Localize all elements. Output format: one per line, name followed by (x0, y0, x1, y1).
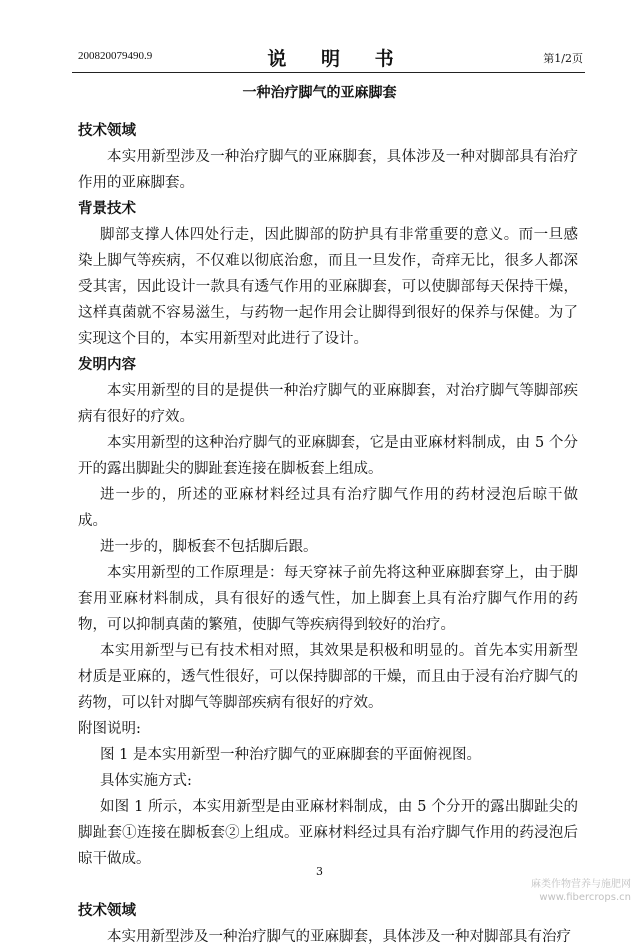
section-heading-tech-field-2: 技术领域 (78, 903, 136, 919)
paragraph-tech-field-2: 本实用新型涉及一种治疗脚气的亚麻脚套，具体涉及一种对脚部具有治疗 (107, 929, 571, 945)
section-heading-drawings: 附图说明: (78, 721, 141, 737)
paragraph-invention-6: 本实用新型与已有技术相对照，其效果是积极和明显的。首先本实用新型材质是亚麻的，透气性很好，可以保持脚部的干燥，而且由于浸有治疗脚气的药物，可以针对脚气等脚部疾病有很好的疗效。 (78, 643, 578, 711)
paragraph-invention-4: 进一步的，脚板套不包括脚后跟。 (100, 539, 318, 555)
page-header (78, 44, 583, 70)
site-watermark (531, 878, 631, 904)
page-number: 3 (316, 865, 323, 878)
section-heading-tech-field: 技术领域 (78, 123, 136, 139)
paragraph-drawings: 图 1 是本实用新型一种治疗脚气的亚麻脚套的平面俯视图。 (100, 747, 481, 763)
header-title: 说 明 书 (267, 48, 408, 70)
paragraph-background: 脚部支撑人体四处行走，因此脚部的防护具有非常重要的意义。而一旦感染上脚气等疾病，不仅难以彻底治愈，而且一旦发作，奇痒无比，很多人都深受其害，因此设计一款具有透气作用的亚麻脚套，可以使脚部每天保持干燥，这样真菌就不容易滋生，与药物一起作用会让脚得到很好的保养与保健。为了实现这个目的，本实用新型对此进行了设计。 (78, 227, 578, 347)
paragraph-invention-2: 本实用新型的这种治疗脚气的亚麻脚套，它是由亚麻材料制成，由 5 个分开的露出脚趾尖的脚趾套连接在脚板套上组成。 (78, 435, 578, 477)
paragraph-invention-5: 本实用新型的工作原理是：每天穿袜子前先将这种亚麻脚套穿上，由于脚套用亚麻材料制成，具有很好的透气性，加上脚套上具有治疗脚气作用的药物，可以抑制真菌的繁殖，使脚气等疾病得到较好的治疗。 (78, 565, 578, 633)
paragraph-tech-field: 本实用新型涉及一种治疗脚气的亚麻脚套，具体涉及一种对脚部具有治疗作用的亚麻脚套。 (78, 149, 578, 191)
paragraph-embodiment: 如图 1 所示，本实用新型是由亚麻材料制成，由 5 个分开的露出脚趾尖的脚趾套①连接在脚板套②上组成。亚麻材料经过具有治疗脚气作用的药浸泡后晾干做成。 (78, 799, 578, 867)
section-heading-invention: 发明内容 (78, 357, 136, 373)
document-title: 一种治疗脚气的亚麻脚套 (242, 85, 397, 101)
header-rule (72, 72, 585, 73)
document-body (78, 118, 578, 950)
section-heading-background: 背景技术 (78, 201, 136, 217)
doc-number: 200820079490.9 (78, 50, 153, 62)
section-heading-embodiment: 具体实施方式: (100, 773, 192, 789)
paragraph-invention-3: 进一步的，所述的亚麻材料经过具有治疗脚气作用的药材浸泡后晾干做成。 (78, 487, 578, 529)
watermark-line-1: 麻类作物营养与施肥网 (531, 879, 631, 890)
page-info: 第1/2页 (543, 52, 583, 65)
watermark-line-2: www.fibercrops.cn (539, 892, 631, 903)
paragraph-invention-1: 本实用新型的目的是提供一种治疗脚气的亚麻脚套，对治疗脚气等脚部疾病有很好的疗效。 (78, 383, 578, 425)
